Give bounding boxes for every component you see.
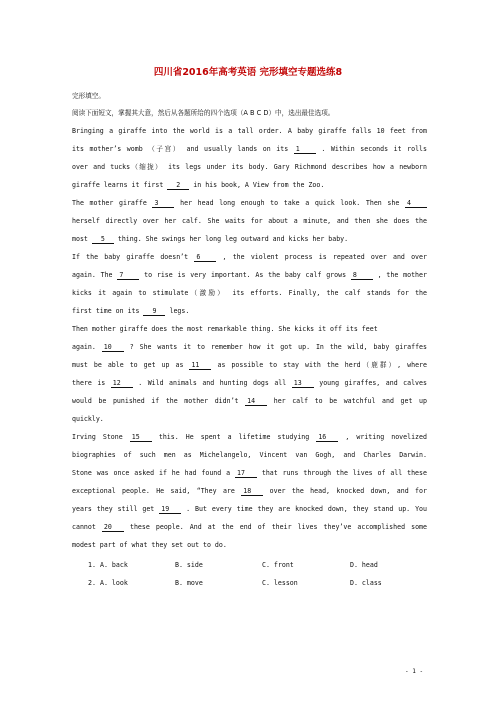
option-b: B. move [175, 579, 203, 587]
blank-8: 8 [351, 272, 373, 280]
line-text: these people. And at the end of their lives they’ve accomplished some [129, 523, 427, 531]
blank-4: 4 [405, 200, 427, 208]
passage-line [72, 433, 427, 442]
line-text: giraffe learns it first [72, 181, 164, 189]
line-text: again. [72, 343, 96, 351]
line-text: in his book, A View from the Zoo. [193, 181, 325, 189]
line-text: legs. [169, 307, 190, 315]
blank-3: 3 [152, 200, 174, 208]
option-number: 2. [88, 579, 96, 587]
instruction-text: 阅读下面短文，掌握其大意，然后从各题所给的四个选项（A B C D）中，选出最佳选项。 [72, 109, 335, 117]
line-text: most [72, 235, 88, 243]
passage-line: herself directly over her calf. She waits for about a minute, and then she does the [72, 217, 427, 225]
passage-line [72, 307, 427, 316]
blank-12: 12 [111, 380, 133, 388]
line-text: The mother giraffe [72, 199, 147, 207]
blank-5: 5 [92, 236, 114, 244]
option-number: 1. [88, 561, 96, 569]
blank-17: 17 [235, 470, 257, 478]
passage-line [72, 505, 427, 514]
blank-11: 11 [189, 362, 211, 370]
blank-19: 19 [159, 506, 181, 514]
line-text: over the head, knocked down, and for [269, 487, 427, 495]
blank-7: 7 [117, 272, 139, 280]
blank-14: 14 [245, 398, 267, 406]
passage-line: biographies of such men as Michelangelo, Vincent van Gogh, and Charles Darwin. [72, 451, 427, 459]
blank-16: 16 [316, 434, 338, 442]
line-text: again. The [72, 271, 113, 279]
passage-line [72, 235, 427, 244]
blank-2: 2 [167, 182, 189, 190]
line-text: Irving Stone [72, 433, 123, 441]
passage-line [72, 379, 427, 388]
line-text: ? She wants it to remember how it got up. In the wild, baby giraffes [129, 343, 427, 351]
passage-line: kicks it again to stimulate（激励） its efforts. Finally, the calf stands for the [72, 289, 427, 297]
line-text: cannot [72, 523, 96, 531]
line-text: that runs through the lives of all these [261, 469, 427, 477]
line-text: as possible to stay with the herd（鹿群）, where [217, 361, 428, 369]
blank-9: 9 [143, 308, 165, 316]
line-text: , the violent process is repeated over and over [222, 253, 427, 261]
line-text: first time on its [72, 307, 140, 315]
passage-line: Then mother giraffe does the most remarkable thing. She kicks it off its feet [72, 325, 378, 333]
blank-6: 6 [194, 254, 216, 262]
line-text: , the mother [377, 271, 427, 279]
option-c: C. lesson [262, 579, 298, 587]
section-heading: 完形填空。 [72, 92, 105, 100]
line-text: to rise is very important. As the baby calf grows [144, 271, 347, 279]
line-text: there is [72, 379, 106, 387]
passage-line [72, 199, 427, 208]
line-text: must be able to get up as [72, 361, 184, 369]
passage-line: Bringing a giraffe into the world is a tall order. A baby giraffe falls 10 feet from [72, 127, 427, 135]
line-text: . Within seconds it rolls [321, 145, 427, 153]
line-text: young giraffes, and calves [319, 379, 427, 387]
option-d: D. head [350, 561, 378, 569]
option-a: A. look [100, 579, 128, 587]
passage-line [72, 253, 427, 262]
line-text: thing. She swings her long leg outward and kicks her baby. [117, 235, 349, 243]
passage-line [72, 523, 427, 532]
blank-18: 18 [241, 488, 263, 496]
option-c: C. front [262, 561, 294, 569]
line-text: exceptional people. He said, “They are [72, 487, 235, 495]
blank-20: 20 [102, 524, 124, 532]
blank-15: 15 [130, 434, 152, 442]
option-d: D. class [350, 579, 382, 587]
line-text: If the baby giraffe doesn’t [72, 253, 189, 261]
passage-line [72, 181, 427, 190]
passage-line: quickly. [72, 415, 104, 423]
passage-line [72, 487, 427, 496]
passage-line [72, 271, 427, 280]
passage-line: over and tucks（缩拢） its legs under its body. Gary Richmond describes how a newborn [72, 163, 427, 171]
option-b: B. side [175, 561, 203, 569]
blank-10: 10 [102, 344, 124, 352]
blank-13: 13 [292, 380, 314, 388]
passage-line [72, 145, 427, 154]
line-text: this. He spent a lifetime studying [158, 433, 310, 441]
line-text: its mother’s womb （子宫） and usually lands on its [72, 145, 289, 153]
passage-line: modest part of what they set out to do. [72, 541, 227, 549]
line-text: would be punished if the mother didn’t [72, 397, 239, 405]
page-number: - 1 - [405, 668, 424, 675]
passage-line [72, 397, 427, 406]
document-title: 四川省2016年高考英语 完形填空专题选练8 [153, 67, 343, 78]
option-a: A. back [100, 561, 128, 569]
line-text: . But every time they are knocked down, they stand up. You [186, 505, 427, 513]
line-text: her calf to be watchful and get up [273, 397, 427, 405]
line-text: . Wild animals and hunting dogs all [138, 379, 287, 387]
line-text: her head long enough to take a quick look. Then she [180, 199, 400, 207]
passage-line [72, 361, 427, 370]
passage-line [72, 469, 427, 478]
line-text: Stone was once asked if he had found a [72, 469, 231, 477]
blank-1: 1 [294, 146, 316, 154]
line-text: years they still get [72, 505, 155, 513]
passage-line [72, 343, 427, 352]
line-text: , writing novelized [345, 433, 427, 441]
